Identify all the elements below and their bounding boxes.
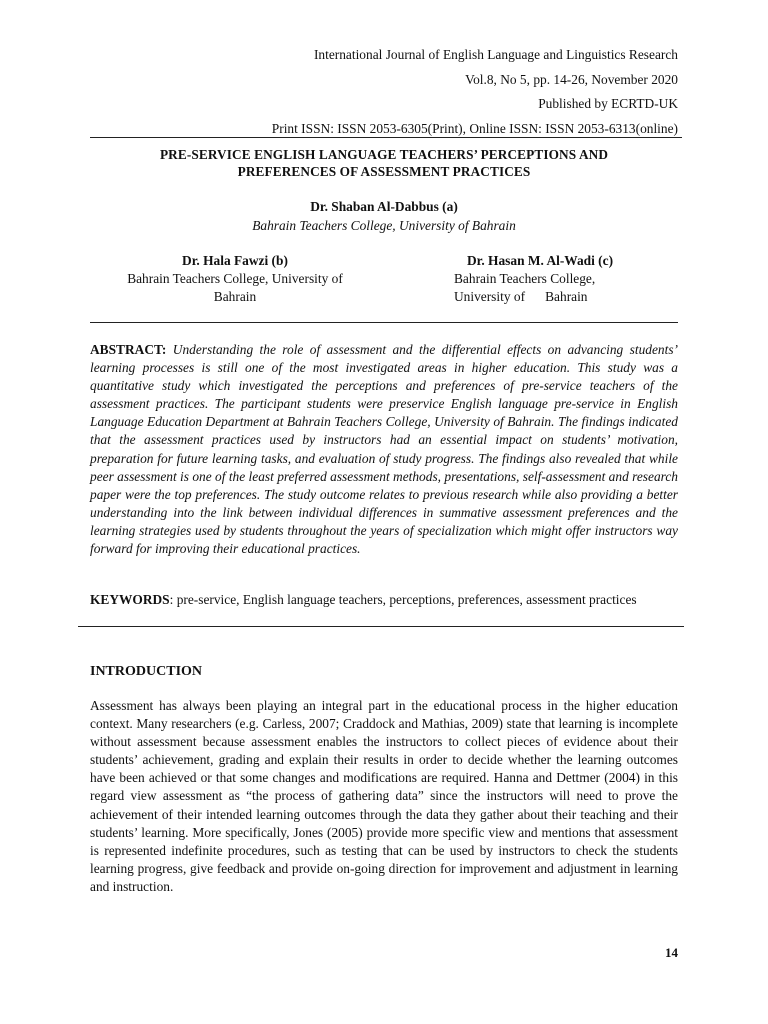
author-a-name: Dr. Shaban Al-Dabbus (a) <box>310 199 458 214</box>
paper-title-line2: PREFERENCES OF ASSESSMENT PRACTICES <box>237 164 531 179</box>
publisher: Published by ECRTD-UK <box>538 96 678 111</box>
abstract <box>90 341 678 558</box>
author-a-affiliation: Bahrain Teachers College, University of Bahrain <box>252 218 516 233</box>
author-c-affiliation-line2: University of Bahrain <box>454 289 588 304</box>
keywords-text: : pre-service, English language teachers, perceptions, preferences, assessment practices <box>169 592 637 607</box>
keywords-label: KEYWORDS <box>90 592 170 607</box>
introduction-text: Assessment has always been playing an integral part in the educational process in the higher education context. Many researchers (e.g. Carless, 2007; Craddock and Mathias, 2009) state that learning is incomplete without assessment because assessment enables the instructors to collect pieces of evidence about their students’ achievement, grading and explain their results in order to decide whether the learning outcomes have been achieved or that some changes and modifications are required. Hanna and Dettmer (2004) in this regard view assessment as “the process of gathering data” since the instructors will need to prove the achievement of their intended learning outcomes through the data they gather about their teaching and their students’ learning. More specifically, Jones (2005) provide more specific view and mentions that assessment is represented indefinite procedures, such as testing that can be used by instructors to check the students learning progress, give feedback and provide on-going direction for improvement and adjustment in learning and instruction. <box>90 698 678 894</box>
keywords <box>90 591 678 609</box>
introduction-heading: INTRODUCTION <box>90 664 203 679</box>
paper-title-line1: PRE-SERVICE ENGLISH LANGUAGE TEACHERS’ PERCEPTIONS AND <box>159 147 609 162</box>
abstract-label: ABSTRACT: <box>90 342 167 357</box>
author-c-affiliation-line1: Bahrain Teachers College, <box>454 271 596 286</box>
author-c-name: Dr. Hasan M. Al-Wadi (c) <box>466 253 614 268</box>
keywords-rule <box>78 626 684 627</box>
page-number: 14 <box>665 945 678 960</box>
abstract-text: Understanding the role of assessment and the differential effects on advancing students’ learning processes is still one of the most investigated areas in higher education. This study was a quantitative study which investigated the perceptions and preferences of pre-service teachers of the assessment practices. The participant students were preservice English language pre-service in English Language Education Department at Bahrain Teachers College, University of Bahrain. The findings indicated that the assessment practices used by instructors had an essential impact on students’ motivation, preparation for future learning tasks, and evaluation of study progress. The findings also revealed that while peer assessment is one of the least preferred assessment methods, presentations, self-assessment and research paper were the top preferences. The study outcome relates to previous research while also providing a better understanding into the link between individual differences in summative assessment preferences and the learning strategies used by students throughout the years of specialization which might offer instructors way forward for improving their educational practices. <box>90 342 678 557</box>
issn-info: Print ISSN: ISSN 2053-6305(Print), Online ISSN: ISSN 2053-6313(online) <box>271 121 678 136</box>
header-rule <box>90 137 682 138</box>
authors-rule <box>90 322 678 323</box>
author-b-affiliation-line2: Bahrain <box>213 289 257 304</box>
volume-info: Vol.8, No 5, pp. 14-26, November 2020 <box>465 72 678 87</box>
journal-name: International Journal of English Language and Linguistics Research <box>313 47 678 62</box>
author-b-affiliation-line1: Bahrain Teachers College, University of <box>127 271 343 286</box>
author-b-name: Dr. Hala Fawzi (b) <box>182 253 288 268</box>
